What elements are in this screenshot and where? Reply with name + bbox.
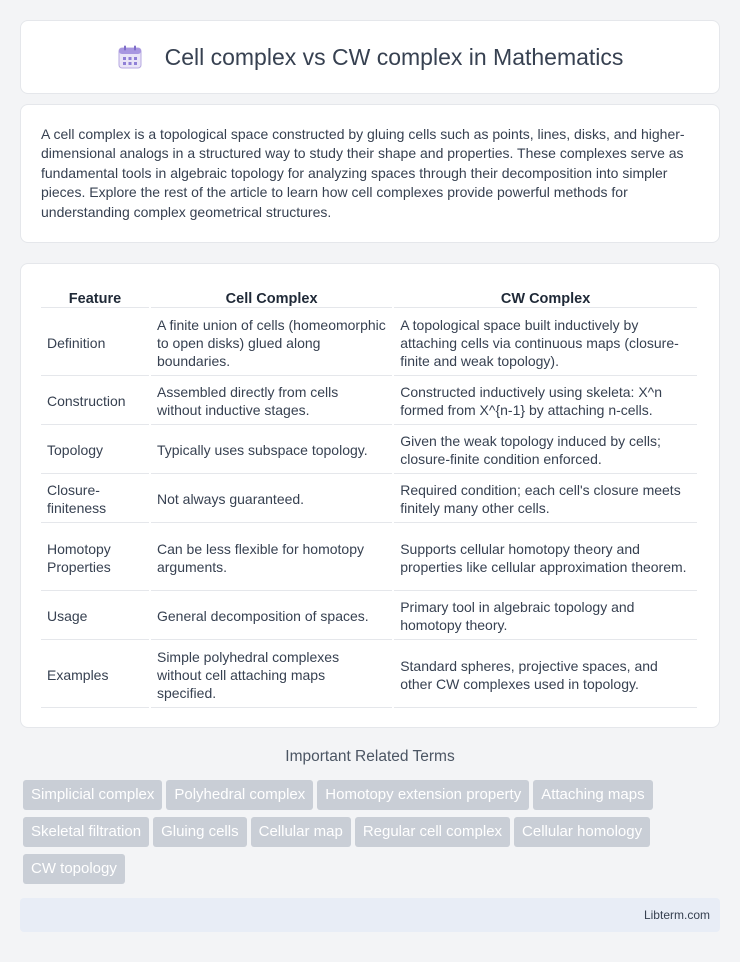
table-header-row: [41, 286, 697, 308]
header-cell-complex: Cell Complex: [151, 286, 392, 308]
cw-complex-cell: Given the weak topology induced by cells; closure-finite condition enforced.: [394, 427, 697, 474]
related-terms-list: [23, 780, 723, 891]
feature-cell: Homotopy Properties: [41, 525, 149, 591]
related-term-tag[interactable]: Homotopy extension property: [317, 780, 529, 810]
table-row: [41, 310, 697, 376]
feature-cell: Usage: [41, 593, 149, 640]
cell-complex-cell: Simple polyhedral complexes without cell attaching maps specified.: [151, 642, 392, 708]
table-row: [41, 378, 697, 425]
cw-complex-cell: Constructed inductively using skeleta: X^n formed from X^{n-1} by attaching n-cells.: [394, 378, 697, 425]
cell-complex-cell: Assembled directly from cells without inductive stages.: [151, 378, 392, 425]
table-row: [41, 525, 697, 591]
related-term-tag[interactable]: Cellular map: [251, 817, 351, 847]
feature-cell: Examples: [41, 642, 149, 708]
related-term-tag[interactable]: Cellular homology: [514, 817, 650, 847]
related-term-tag[interactable]: Polyhedral complex: [166, 780, 313, 810]
header-feature: Feature: [41, 286, 149, 308]
related-term-tag[interactable]: Simplicial complex: [23, 780, 162, 810]
related-term-tag[interactable]: Gluing cells: [153, 817, 247, 847]
feature-cell: Definition: [41, 310, 149, 376]
calendar-icon: [117, 44, 143, 70]
feature-cell: Topology: [41, 427, 149, 474]
header-cw-complex: CW Complex: [394, 286, 697, 308]
feature-cell: Construction: [41, 378, 149, 425]
table-row: [41, 593, 697, 640]
feature-cell: Closure-finiteness: [41, 476, 149, 523]
cell-complex-cell: General decomposition of spaces.: [151, 593, 392, 640]
cw-complex-cell: Supports cellular homotopy theory and properties like cellular approximation theorem.: [394, 525, 697, 591]
comparison-table: [39, 284, 699, 710]
footer: [20, 898, 720, 932]
cw-complex-cell: A topological space built inductively by attaching cells via continuous maps (closure-finite and weak topology).: [394, 310, 697, 376]
related-terms-title: Important Related Terms: [285, 748, 455, 765]
cell-complex-cell: Can be less flexible for homotopy arguments.: [151, 525, 392, 591]
cell-complex-cell: A finite union of cells (homeomorphic to open disks) glued along boundaries.: [151, 310, 392, 376]
related-term-tag[interactable]: Attaching maps: [533, 780, 652, 810]
table-row: [41, 476, 697, 523]
cw-complex-cell: Primary tool in algebraic topology and homotopy theory.: [394, 593, 697, 640]
table-row: [41, 427, 697, 474]
footer-site-link[interactable]: Libterm.com: [643, 908, 710, 922]
page-title: Cell complex vs CW complex in Mathematics: [164, 43, 624, 70]
related-term-tag[interactable]: CW topology: [23, 854, 125, 884]
intro-text: A cell complex is a topological space constructed by gluing cells such as points, lines, disks, and higher-dimensional analogs in a structured way to study their shape and properties. These complexes serve as fundamental tools in algebraic topology for analyzing spaces through their decomposition into simpler pieces. Explore the rest of the article to learn how cell complexes provide powerful methods for understanding complex geometrical structures.: [41, 126, 685, 220]
table-row: [41, 642, 697, 708]
header-card: [20, 20, 720, 94]
related-term-tag[interactable]: Regular cell complex: [355, 817, 510, 847]
cell-complex-cell: Typically uses subspace topology.: [151, 427, 392, 474]
cw-complex-cell: Standard spheres, projective spaces, and other CW complexes used in topology.: [394, 642, 697, 708]
related-term-tag[interactable]: Skeletal filtration: [23, 817, 149, 847]
cw-complex-cell: Required condition; each cell's closure meets finitely many other cells.: [394, 476, 697, 523]
intro-card: [20, 104, 720, 243]
comparison-card: [20, 263, 720, 728]
cell-complex-cell: Not always guaranteed.: [151, 476, 392, 523]
